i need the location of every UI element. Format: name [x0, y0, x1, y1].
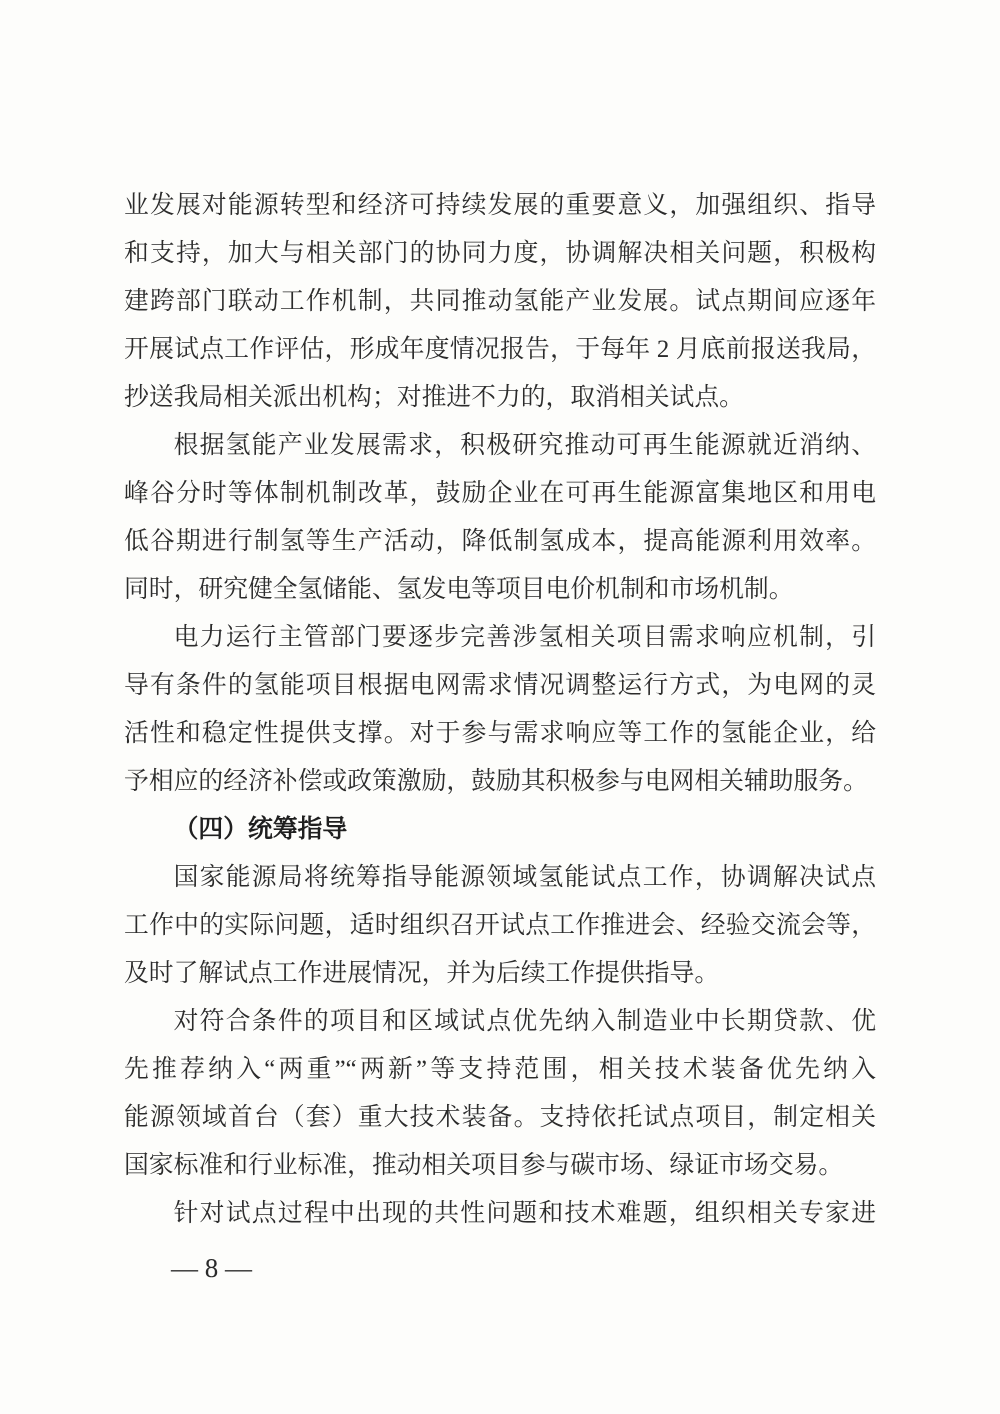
page-footer [171, 1248, 252, 1288]
text-line: 和支持，加大与相关部门的协同力度，协调解决相关问题，积极构 [124, 240, 876, 267]
text-line: 及时了解试点工作进展情况，并为后续工作提供指导。 [124, 960, 720, 987]
text-line: 开展试点工作评估，形成年度情况报告，于每年 2 月底前报送我局， [124, 336, 876, 363]
text-line: 予相应的经济补偿或政策激励，鼓励其积极参与电网相关辅助服务。 [124, 768, 868, 795]
text-line: 导有条件的氢能项目根据电网需求情况调整运行方式，为电网的灵 [124, 672, 876, 699]
text-line: 对符合条件的项目和区域试点优先纳入制造业中长期贷款、优 [173, 1008, 876, 1035]
text-line: 峰谷分时等体制机制改革，鼓励企业在可再生能源富集地区和用电 [124, 480, 876, 507]
text-line: 活性和稳定性提供支撑。对于参与需求响应等工作的氢能企业，给 [124, 720, 876, 747]
section-heading: （四）统筹指导 [173, 816, 348, 843]
page-number: — 8 — [171, 1253, 252, 1283]
text-line: 根据氢能产业发展需求，积极研究推动可再生能源就近消纳、 [173, 432, 876, 459]
text-line: 同时，研究健全氢储能、氢发电等项目电价机制和市场机制。 [124, 576, 794, 603]
text-line: 工作中的实际问题，适时组织召开试点工作推进会、经验交流会等， [124, 912, 876, 939]
text-line: 能源领域首台（套）重大技术装备。支持依托试点项目，制定相关 [124, 1104, 876, 1131]
text-line: 抄送我局相关派出机构；对推进不力的，取消相关试点。 [124, 384, 744, 411]
text-line: 业发展对能源转型和经济可持续发展的重要意义，加强组织、指导 [124, 192, 876, 219]
document-body [124, 182, 876, 1238]
text-line: 国家标准和行业标准，推动相关项目参与碳市场、绿证市场交易。 [124, 1152, 844, 1179]
text-line: 建跨部门联动工作机制，共同推动氢能产业发展。试点期间应逐年 [124, 288, 876, 315]
text-line: 针对试点过程中出现的共性问题和技术难题，组织相关专家进 [173, 1200, 876, 1227]
text-line: 电力运行主管部门要逐步完善涉氢相关项目需求响应机制，引 [173, 624, 876, 651]
text-line: 国家能源局将统筹指导能源领域氢能试点工作，协调解决试点 [173, 864, 876, 891]
text-line: 先推荐纳入“两重”“两新”等支持范围，相关技术装备优先纳入 [124, 1056, 876, 1083]
text-line: 低谷期进行制氢等生产活动，降低制氢成本，提高能源利用效率。 [124, 528, 876, 555]
